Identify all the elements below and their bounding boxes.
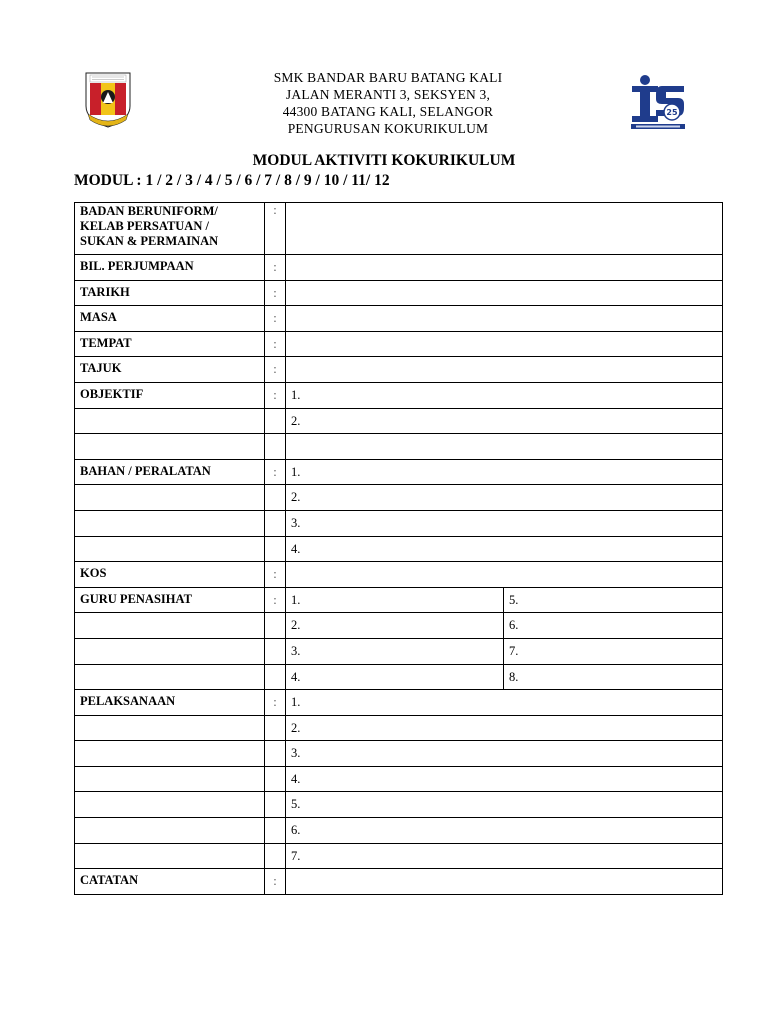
colon-separator: : <box>265 587 286 613</box>
colon-separator: : <box>265 869 286 895</box>
colon-separator: : <box>265 255 286 281</box>
address-line-2: 44300 BATANG KALI, SELANGOR <box>282 104 494 119</box>
svg-text:25: 25 <box>666 108 678 117</box>
25-years-logo-icon <box>628 72 688 130</box>
department-name: PENGURUSAN KOKURIKULUM <box>287 121 489 136</box>
empty-colon-cell <box>265 741 286 767</box>
empty-colon-cell <box>265 408 286 434</box>
empty-label-cell <box>75 408 265 434</box>
empty-label-cell <box>75 638 265 664</box>
field-label-tajuk: TAJUK <box>75 357 265 383</box>
table-row <box>75 613 723 639</box>
field-value-masa[interactable] <box>286 306 723 332</box>
empty-label-cell <box>75 613 265 639</box>
empty-label-cell <box>75 792 265 818</box>
table-row <box>75 638 723 664</box>
table-row <box>75 715 723 741</box>
table-row <box>75 331 723 357</box>
address-line-1: JALAN MERANTI 3, SEKSYEN 3, <box>285 87 491 102</box>
table-row <box>75 741 723 767</box>
modul-selector-text: MODUL : 1 / 2 / 3 / 4 / 5 / 6 / 7 / 8 / 9 / 10 / 11/ 12 <box>74 172 390 189</box>
field-label-tarikh: TARIKH <box>75 280 265 306</box>
table-row <box>75 459 723 485</box>
empty-colon-cell <box>265 638 286 664</box>
table-row <box>75 587 723 613</box>
table-row <box>75 818 723 844</box>
empty-label-cell <box>75 741 265 767</box>
empty-colon-cell <box>265 536 286 562</box>
empty-label-cell <box>75 664 265 690</box>
colon-separator: : <box>265 203 286 255</box>
school-crest-icon <box>82 70 134 130</box>
table-row <box>75 869 723 895</box>
empty-colon-cell <box>265 613 286 639</box>
guru-item[interactable]: 4. <box>286 664 504 690</box>
empty-colon-cell <box>265 510 286 536</box>
pelaksanaan-item[interactable]: 7. <box>286 843 723 869</box>
empty-value-cell[interactable] <box>286 434 723 460</box>
bahan-item[interactable]: 3. <box>286 510 723 536</box>
table-row <box>75 536 723 562</box>
pelaksanaan-item[interactable]: 5. <box>286 792 723 818</box>
school-name: SMK BANDAR BARU BATANG KALI <box>273 70 503 85</box>
empty-colon-cell <box>265 434 286 460</box>
empty-label-cell <box>75 434 265 460</box>
school-header <box>190 69 586 137</box>
table-row <box>75 255 723 281</box>
guru-item[interactable]: 3. <box>286 638 504 664</box>
table-row <box>75 792 723 818</box>
table-row <box>75 306 723 332</box>
table-row <box>75 843 723 869</box>
objektif-item[interactable]: 2. <box>286 408 723 434</box>
guru-item[interactable]: 5. <box>504 587 723 613</box>
field-label-masa: MASA <box>75 306 265 332</box>
field-label-objektif: OBJEKTIF <box>75 382 265 408</box>
table-row <box>75 766 723 792</box>
empty-colon-cell <box>265 664 286 690</box>
field-value-catatan[interactable] <box>286 869 723 895</box>
empty-colon-cell <box>265 715 286 741</box>
field-value-bil-perjumpaan[interactable] <box>286 255 723 281</box>
page-title: MODUL AKTIVITI KOKURIKULUM <box>252 152 516 169</box>
table-row <box>75 280 723 306</box>
field-value-kos[interactable] <box>286 562 723 588</box>
bahan-item[interactable]: 2. <box>286 485 723 511</box>
pelaksanaan-item[interactable]: 1. <box>286 690 723 716</box>
field-value-tempat[interactable] <box>286 331 723 357</box>
empty-label-cell <box>75 715 265 741</box>
field-label-bahan: BAHAN / PERALATAN <box>75 459 265 485</box>
guru-item[interactable]: 8. <box>504 664 723 690</box>
colon-separator: : <box>265 357 286 383</box>
colon-separator: : <box>265 459 286 485</box>
guru-item[interactable]: 6. <box>504 613 723 639</box>
field-value-tajuk[interactable] <box>286 357 723 383</box>
empty-colon-cell <box>265 485 286 511</box>
guru-item[interactable]: 2. <box>286 613 504 639</box>
guru-item[interactable]: 7. <box>504 638 723 664</box>
empty-label-cell <box>75 510 265 536</box>
colon-separator: : <box>265 382 286 408</box>
empty-label-cell <box>75 536 265 562</box>
colon-separator: : <box>265 331 286 357</box>
field-label-guru-penasihat: GURU PENASIHAT <box>75 587 265 613</box>
field-label-kos: KOS <box>75 562 265 588</box>
colon-separator: : <box>265 690 286 716</box>
table-row <box>75 485 723 511</box>
guru-item[interactable]: 1. <box>286 587 504 613</box>
table-row <box>75 203 723 255</box>
pelaksanaan-item[interactable]: 4. <box>286 766 723 792</box>
table-row <box>75 562 723 588</box>
objektif-item[interactable]: 1. <box>286 382 723 408</box>
pelaksanaan-item[interactable]: 6. <box>286 818 723 844</box>
field-label-tempat: TEMPAT <box>75 331 265 357</box>
table-row <box>75 510 723 536</box>
pelaksanaan-item[interactable]: 2. <box>286 715 723 741</box>
table-row <box>75 434 723 460</box>
field-label-bil-perjumpaan: BIL. PERJUMPAAN <box>75 255 265 281</box>
bahan-item[interactable]: 1. <box>286 459 723 485</box>
field-value-tarikh[interactable] <box>286 280 723 306</box>
empty-colon-cell <box>265 818 286 844</box>
empty-label-cell <box>75 485 265 511</box>
colon-separator: : <box>265 280 286 306</box>
field-value-badan[interactable] <box>286 203 723 255</box>
empty-label-cell <box>75 766 265 792</box>
colon-separator: : <box>265 562 286 588</box>
empty-colon-cell <box>265 843 286 869</box>
table-row <box>75 382 723 408</box>
activity-form-table <box>74 202 723 895</box>
empty-label-cell <box>75 818 265 844</box>
table-row <box>75 357 723 383</box>
table-row <box>75 408 723 434</box>
empty-colon-cell <box>265 792 286 818</box>
empty-label-cell <box>75 843 265 869</box>
field-label-pelaksanaan: PELAKSANAAN <box>75 690 265 716</box>
pelaksanaan-item[interactable]: 3. <box>286 741 723 767</box>
colon-separator: : <box>265 306 286 332</box>
empty-colon-cell <box>265 766 286 792</box>
field-label-badan: BADAN BERUNIFORM/ KELAB PERSATUAN / SUKAN & PERMAINAN <box>75 203 265 255</box>
table-row <box>75 664 723 690</box>
field-label-catatan: CATATAN <box>75 869 265 895</box>
bahan-item[interactable]: 4. <box>286 536 723 562</box>
table-row <box>75 690 723 716</box>
